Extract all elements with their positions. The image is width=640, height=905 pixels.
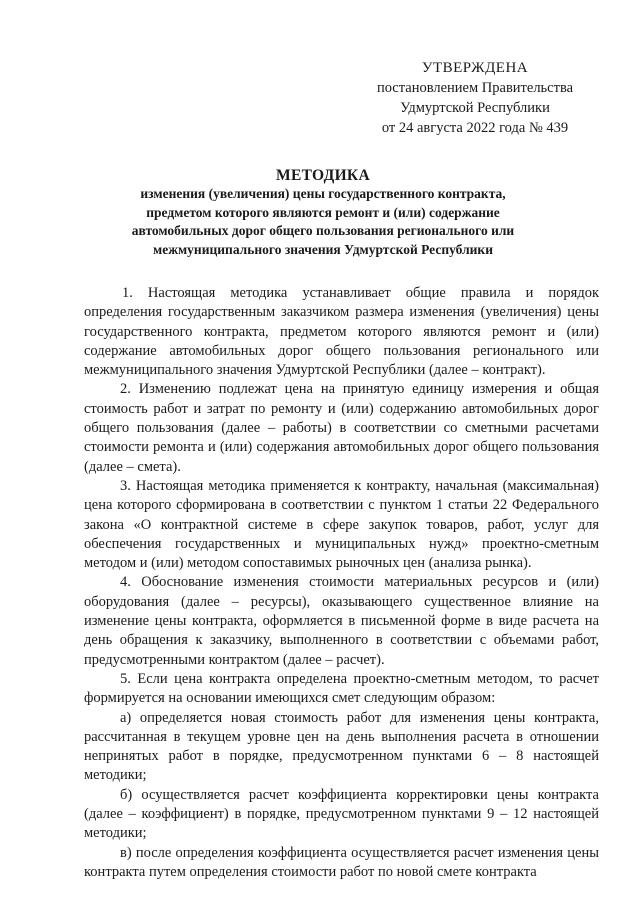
document-heading bbox=[118, 166, 528, 259]
paragraph-1: 1. Настоящая методика устанавливает общие правила и порядок определения государственным заказчиком размера изменения (увеличения) цены государственного контракта, предметом которого являются ремонт и (или) содержание автомобильных дорог общего пользования регионального или межмуниципального значения Удмуртской Республики (далее – контракт). bbox=[84, 285, 599, 379]
document-body bbox=[84, 284, 599, 882]
document-title: МЕТОДИКА bbox=[276, 167, 370, 184]
document-subtitle: изменения (увеличения) цены государственного контракта, предметом которого являются ремонт и (или) содержание автомобильных дорог общего пользования регионального или межмуниципального значения Удмуртской Республики bbox=[131, 186, 515, 257]
paragraph-2: 2. Изменению подлежат цена на принятую единицу измерения и общая стоимость работ и затрат по ремонту и (или) содержанию автомобильных дорог общего пользования (далее – работы) в соответствии со сметными расчетами стоимости ремонта и (или) содержания автомобильных дорог общего пользования (далее – смета). bbox=[84, 381, 599, 475]
approval-line-1: постановлением Правительства bbox=[376, 80, 574, 96]
approval-line-3: от 24 августа 2022 года № 439 bbox=[381, 120, 569, 136]
paragraph-5b: б) осуществляется расчет коэффициента корректировки цены контракта (далее – коэффициент) в порядке, предусмотренном пунктами 9 – 12 настоящей методики; bbox=[84, 786, 599, 842]
paragraph-3: 3. Настоящая методика применяется к контракту, начальная (максимальная) цена которого сформирована в соответствии с пунктом 1 статьи 22 Федерального закона «О контрактной системе в сфере закупок товаров, работ, услуг для обеспечения государственных и муниципальных нужд» проектно-сметным методом и (или) методом сопоставимых рыночных цен (анализа рынка). bbox=[84, 477, 599, 572]
paragraph-5a: а) определяется новая стоимость работ для изменения цены контракта, рассчитанная в текущем уровне цен на день выполнения расчета в отношении непринятых работ в порядке, предусмотренном пунктами 6 – 8 настоящей методики; bbox=[84, 709, 599, 784]
paragraph-5: 5. Если цена контракта определена проектно-сметным методом, то расчет формируется на основании имеющихся смет следующим образом: bbox=[84, 670, 599, 707]
paragraph-5c: в) после определения коэффициента осуществляется расчет изменения цены контракта путем определения стоимости работ по новой смете контракта bbox=[84, 844, 599, 880]
approval-line-2: Удмуртской Республики bbox=[400, 100, 550, 116]
approval-title: УТВЕРЖДЕНА bbox=[421, 60, 529, 76]
paragraph-4: 4. Обоснование изменения стоимости материальных ресурсов и (или) оборудования (далее – ресурсы), оказывающего существенное влияние на изменение цены контракта, оформляется в письменной форме в виде расчета на день обращения к заказчику, выполненного в соответствии с объемами работ, предусмотренными контрактом (далее – расчет). bbox=[84, 574, 599, 668]
approval-stamp bbox=[360, 58, 590, 138]
